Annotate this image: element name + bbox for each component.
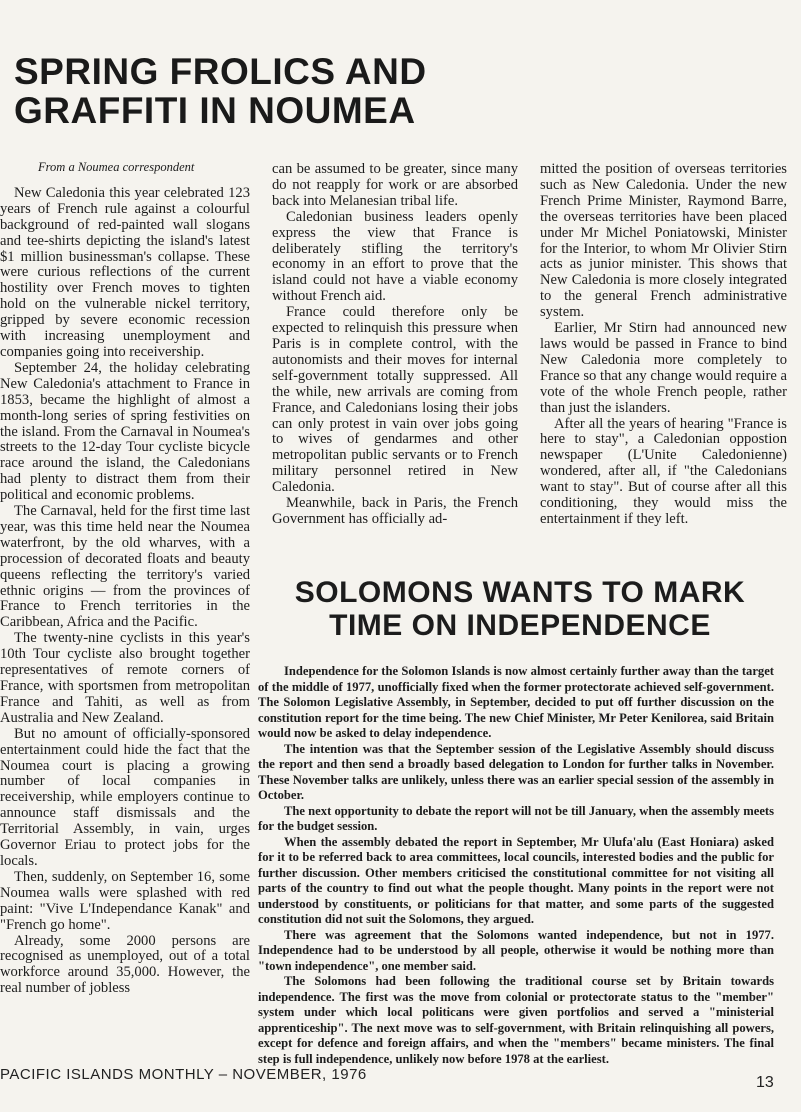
article-headline: SOLOMONS WANTS TO MARK TIME ON INDEPENDENCE [294,576,746,642]
paragraph: The twenty-nine cyclists in this year's 10th Tour cycliste also brought together representatives of remote corners of France, with sportsmen from metropolitan France and Tahiti, as well as from Australia and New Zealand. [0,630,250,726]
paragraph: September 24, the holiday celebrating New Caledonia's attachment to France in 1853, became the highlight of almost a month-long series of spring festivities on the island. From the Carnaval in Noumea's streets to the 12-day Tour cycliste bicycle race around the island, the Caledonians had plenty to distract them from their political and economic problems. [0,359,250,504]
article-headline: SPRING FROLICS AND GRAFFITI IN NOUMEA [14,51,427,131]
paragraph: Meanwhile, back in Paris, the French Government has officially ad- [272,495,518,527]
paragraph: The Solomons had been following the traditional course set by Britain towards independence. The first was the move from colonial or protectorate status to the "member" system under which local politicans were given portfolios and served a "ministerial apprenticeship". The next move was to self-government, with Britain relinquishing all powers, except for defence and foreign affairs, and when the "members" became ministers. The final step is full independence, unlikely now before 1978 at the earliest. [258,974,774,1066]
paragraph: Then, suddenly, on September 16, some Noumea walls were splashed with red paint: "Vive L'Independance Kanak" and "French go home". [0,868,250,933]
paragraph: Already, some 2000 persons are recognised as unemployed, out of a total workforce around 35,000. However, the real number of jobless [0,932,250,997]
paragraph: After all the years of hearing "France is here to stay", a Caledonian oppostion newspaper (L'Unite Caledonienne) wondered, after all, if "the Caledonians want to stay". But of course after all this conditioning, they would miss the entertainment if they left. [540,415,787,527]
paragraph: Independence for the Solomon Islands is now almost certainly further away than the target of the middle of 1977, unofficially fixed when the former protectorate achieved self-government. The Solomon Legislative Assembly, in September, decided to put off further discussion on the constitution report for the time being. The new Chief Minister, Mr Peter Kenilorea, said Britain would now be asked to delay independence. [258,664,774,740]
paragraph: But no amount of officially-sponsored entertainment could hide the fact that the Noumea court is placing a growing number of local companies in receivership, while employers continue to announce staff dismissals and the Territorial Assembly, in vain, urges Governor Eriau to protect jobs for the locals. [0,725,250,869]
paragraph: There was agreement that the Solomons wanted independence, but not in 1977. Independence had to be understood by all people, otherwise it would be nothing more than "town independence", one member said. [258,927,774,973]
paragraph: The Carnaval, held for the first time last year, was this time held near the Noumea waterfront, by the old wharves, with a procession of decorated floats and beauty queens reflecting the territory's varied ethnic origins — from the provinces of France to French territories in the Caribbean, Africa and the Pacific. [0,503,250,631]
paragraph: The next opportunity to debate the report will not be till January, when the assembly meets for the budget session. [258,803,774,833]
article-body [258,664,774,1067]
byline: From a Noumea correspondent [38,160,195,174]
paragraph: When the assembly debated the report in September, Mr Ulufa'alu (East Honiara) asked for it to be referred back to area committees, local councils, interested bodies and the public for further discussion. Other members criticised the constitutional committee for not visiting all parts of the country to find out what the people thought. Many points in the report were not understood by constituents, or politicians for that matter, and some parts of the suggested constitution did not suit the Solomons, they argued. [258,834,774,926]
paragraph: mitted the position of overseas territories such as New Caledonia. Under the new French Prime Minister, Raymond Barre, the overseas territories have been placed under Mr Michel Poniatowski, Minister for the Interior, to whom Mr Olivier Stirn acts as junior minister. This shows that New Caledonia is more closely integrated to the general French administrative system. [540,161,787,321]
paragraph: can be assumed to be greater, since many do not reapply for work or are absorbed back into Melanesian tribal life. [272,161,518,209]
page-number: 13 [756,1074,774,1091]
paragraph: Earlier, Mr Stirn had announced new laws would be passed in France to bind New Caledonia more completely to France so that any change would require a vote of the whole French people, rather than just the islanders. [540,320,787,416]
article-column-2 [272,162,518,528]
paragraph: Caledonian business leaders openly express the view that France is deliberately stifling the territory's economy in an effort to prove that the island could not have a viable economy without French aid. [272,208,518,305]
article-column-1 [0,160,250,997]
paragraph: France could therefore only be expected to relinquish this pressure when Paris is in complete control, with the autonomists and their moves for internal self-government totally suppressed. All the while, new arrivals are coming from France, and Caledonians losing their jobs can only protest in vain over jobs going to wives of gendarmes and other metropolitan public servants or to French military personnel retired in New Caledonia. [272,304,518,496]
article-column-3 [540,162,787,528]
paragraph: New Caledonia this year celebrated 123 years of French rule against a colourful background of red-painted wall slogans and tee-shirts depicting the island's latest $1 million businessman's collapse. These were curious reflections of the current hostility over French moves to tighten hold on the vulnerable nickel territory, gripped by severe economic recession with increasing unemployment and companies going into receivership. [0,184,250,360]
publication-footer: PACIFIC ISLANDS MONTHLY – NOVEMBER, 1976 [0,1066,367,1083]
paragraph: The intention was that the September session of the Legislative Assembly should discuss the report and then send a broadly based delegation to London for further talks in November. These November talks are unlikely, unless there was an earlier special session of the assembly in October. [258,741,774,802]
